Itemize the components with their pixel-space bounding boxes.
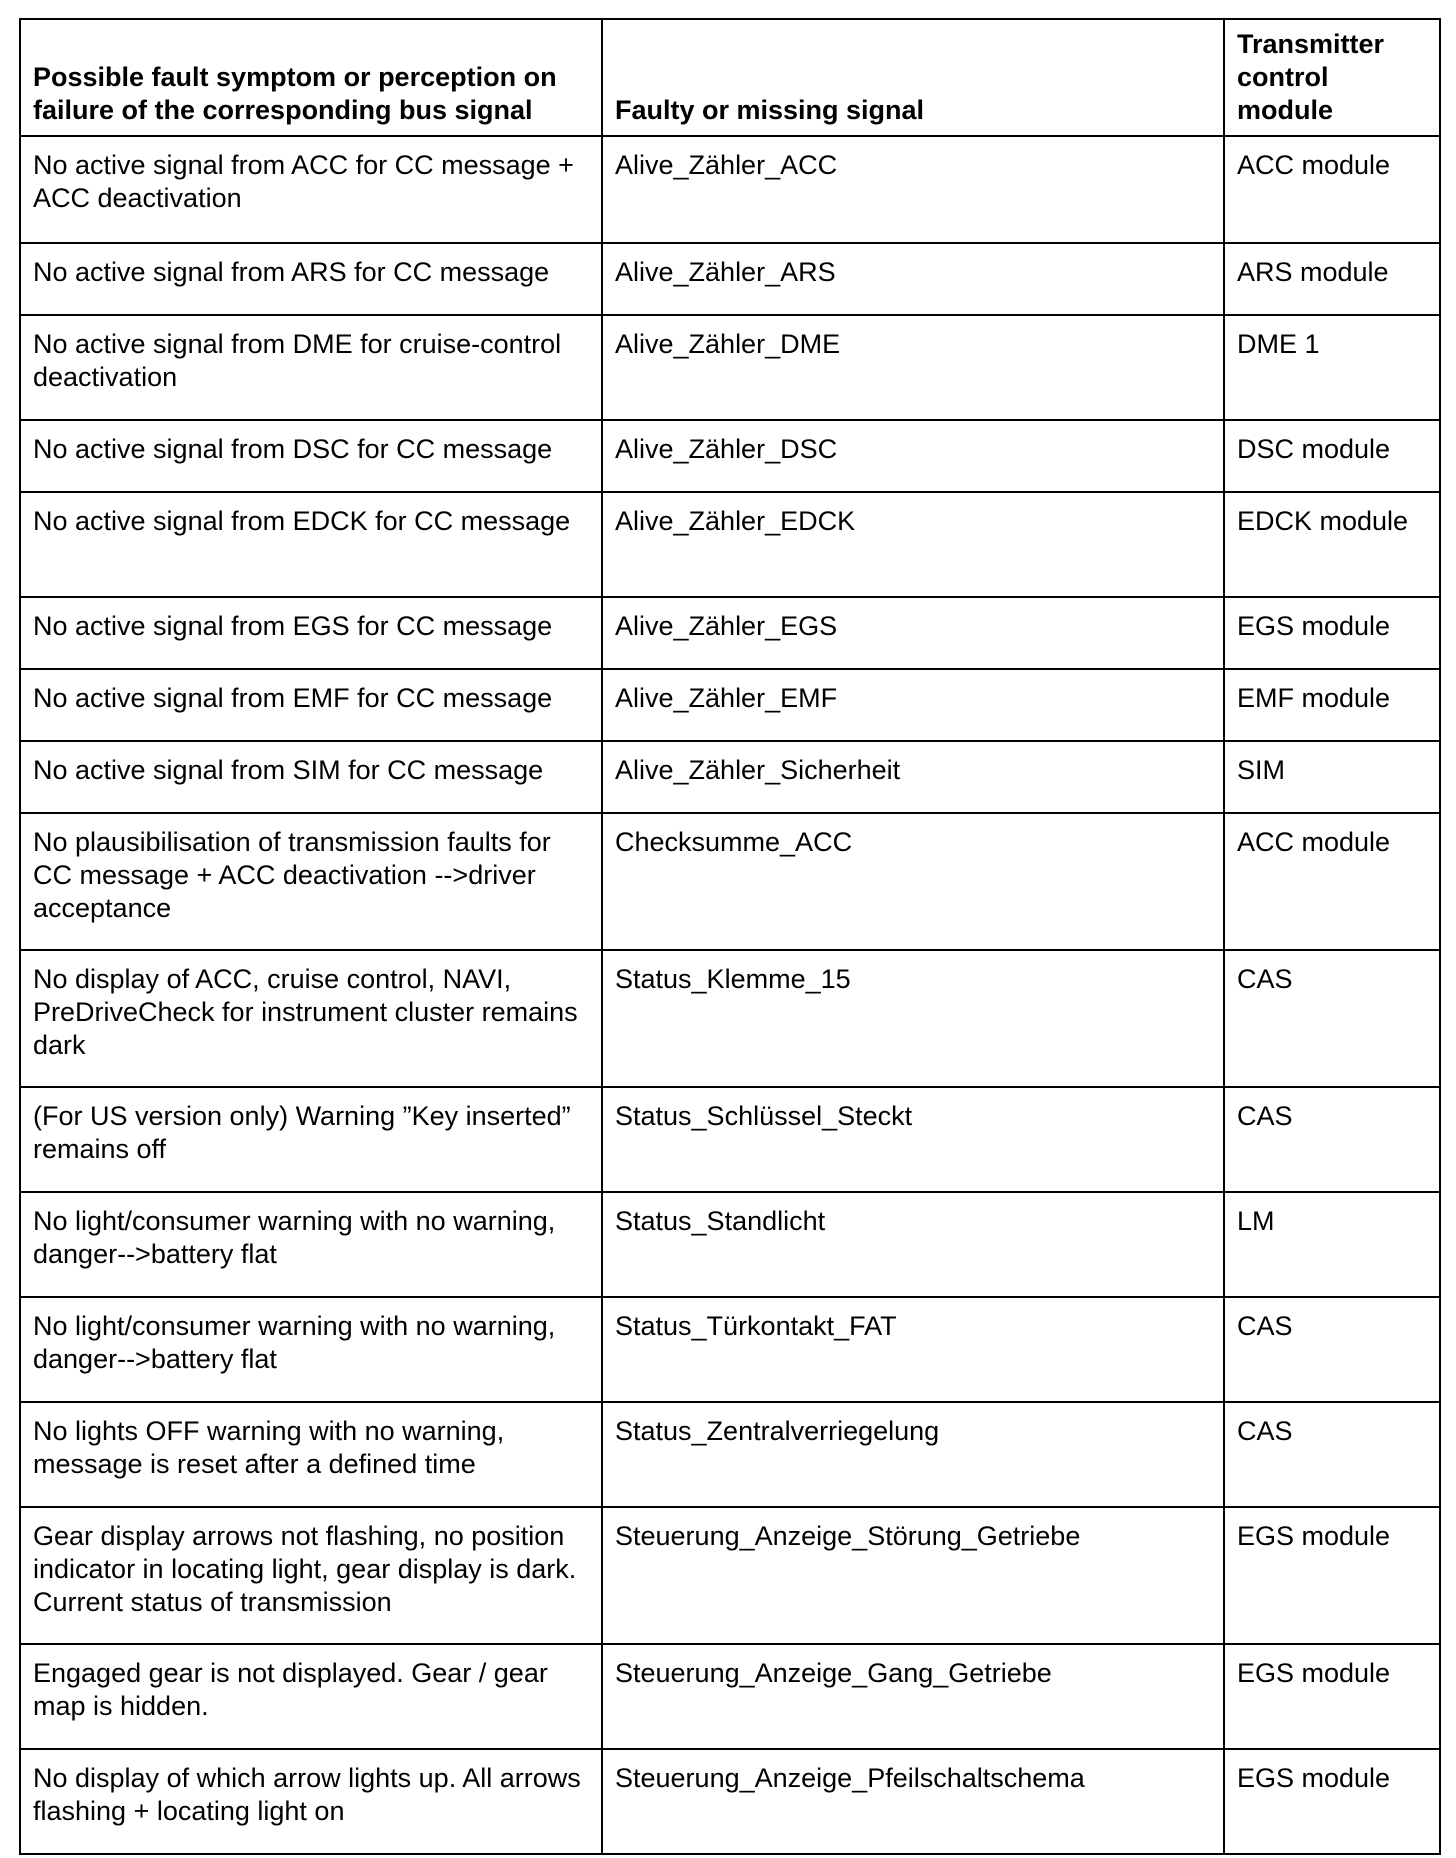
module-cell: SIM <box>1224 741 1440 813</box>
table-row <box>20 420 1440 492</box>
module-cell: LM <box>1224 1192 1440 1297</box>
module-cell: EMF module <box>1224 669 1440 741</box>
module-cell: EGS module <box>1224 1644 1440 1749</box>
signal-cell: Alive_Zähler_ARS <box>602 243 1224 315</box>
table-row <box>20 315 1440 420</box>
fault-symptom-cell: No active signal from EMF for CC message <box>20 669 602 741</box>
fault-symptom-cell: No active signal from DSC for CC message <box>20 420 602 492</box>
table-row <box>20 136 1440 243</box>
signal-cell: Steuerung_Anzeige_Gang_Getriebe <box>602 1644 1224 1749</box>
module-cell: ARS module <box>1224 243 1440 315</box>
header-transmitter-module: Transmitter control module <box>1224 19 1440 136</box>
signal-cell: Steuerung_Anzeige_Pfeilschaltschema <box>602 1749 1224 1854</box>
fault-symptom-cell: No display of which arrow lights up. All arrows flashing + locating light on <box>20 1749 602 1854</box>
fault-symptom-cell: No display of ACC, cruise control, NAVI, PreDriveCheck for instrument cluster remains dark <box>20 950 602 1087</box>
fault-symptom-cell: No active signal from ARS for CC message <box>20 243 602 315</box>
fault-symptom-cell: No plausibilisation of transmission faults for CC message + ACC deactivation -->driver acceptance <box>20 813 602 950</box>
signal-cell: Checksumme_ACC <box>602 813 1224 950</box>
signal-cell: Steuerung_Anzeige_Störung_Getriebe <box>602 1507 1224 1644</box>
signal-cell: Alive_Zähler_Sicherheit <box>602 741 1224 813</box>
table-row <box>20 1192 1440 1297</box>
signal-cell: Alive_Zähler_DSC <box>602 420 1224 492</box>
fault-signal-table <box>19 18 1441 1855</box>
module-cell: DSC module <box>1224 420 1440 492</box>
fault-symptom-cell: No light/consumer warning with no warning, danger-->battery flat <box>20 1192 602 1297</box>
signal-cell: Status_Klemme_15 <box>602 950 1224 1087</box>
table-row <box>20 597 1440 669</box>
module-cell: CAS <box>1224 1297 1440 1402</box>
fault-symptom-cell: No active signal from EGS for CC message <box>20 597 602 669</box>
table-row <box>20 1507 1440 1644</box>
fault-symptom-cell: Gear display arrows not flashing, no position indicator in locating light, gear display is dark. Current status of transmission <box>20 1507 602 1644</box>
module-cell: CAS <box>1224 1087 1440 1192</box>
table-row <box>20 1644 1440 1749</box>
fault-symptom-cell: No active signal from ACC for CC message + ACC deactivation <box>20 136 602 243</box>
module-cell: ACC module <box>1224 813 1440 950</box>
signal-cell: Status_Türkontakt_FAT <box>602 1297 1224 1402</box>
signal-cell: Status_Standlicht <box>602 1192 1224 1297</box>
module-cell: EGS module <box>1224 1507 1440 1644</box>
table-row <box>20 813 1440 950</box>
signal-cell: Alive_Zähler_DME <box>602 315 1224 420</box>
table-row <box>20 492 1440 597</box>
fault-symptom-cell: No active signal from SIM for CC message <box>20 741 602 813</box>
signal-cell: Alive_Zähler_EMF <box>602 669 1224 741</box>
fault-symptom-cell: No light/consumer warning with no warning, danger-->battery flat <box>20 1297 602 1402</box>
table-row <box>20 950 1440 1087</box>
signal-cell: Alive_Zähler_EDCK <box>602 492 1224 597</box>
module-cell: CAS <box>1224 1402 1440 1507</box>
table-row <box>20 243 1440 315</box>
module-cell: DME 1 <box>1224 315 1440 420</box>
table-row <box>20 1297 1440 1402</box>
table-row <box>20 1402 1440 1507</box>
fault-symptom-cell: (For US version only) Warning ”Key inserted” remains off <box>20 1087 602 1192</box>
signal-cell: Alive_Zähler_ACC <box>602 136 1224 243</box>
header-fault-symptom: Possible fault symptom or perception on failure of the corresponding bus signal <box>20 19 602 136</box>
header-faulty-signal: Faulty or missing signal <box>602 19 1224 136</box>
table-row <box>20 1749 1440 1854</box>
fault-symptom-cell: No active signal from EDCK for CC message <box>20 492 602 597</box>
table-header-row <box>20 19 1440 136</box>
module-cell: EGS module <box>1224 597 1440 669</box>
fault-symptom-cell: Engaged gear is not displayed. Gear / gear map is hidden. <box>20 1644 602 1749</box>
signal-cell: Status_Zentralverriegelung <box>602 1402 1224 1507</box>
module-cell: EGS module <box>1224 1749 1440 1854</box>
module-cell: ACC module <box>1224 136 1440 243</box>
signal-cell: Status_Schlüssel_Steckt <box>602 1087 1224 1192</box>
table-row <box>20 741 1440 813</box>
table-row <box>20 669 1440 741</box>
table-row <box>20 1087 1440 1192</box>
module-cell: CAS <box>1224 950 1440 1087</box>
fault-symptom-cell: No lights OFF warning with no warning, message is reset after a defined time <box>20 1402 602 1507</box>
signal-cell: Alive_Zähler_EGS <box>602 597 1224 669</box>
fault-symptom-cell: No active signal from DME for cruise-control deactivation <box>20 315 602 420</box>
module-cell: EDCK module <box>1224 492 1440 597</box>
